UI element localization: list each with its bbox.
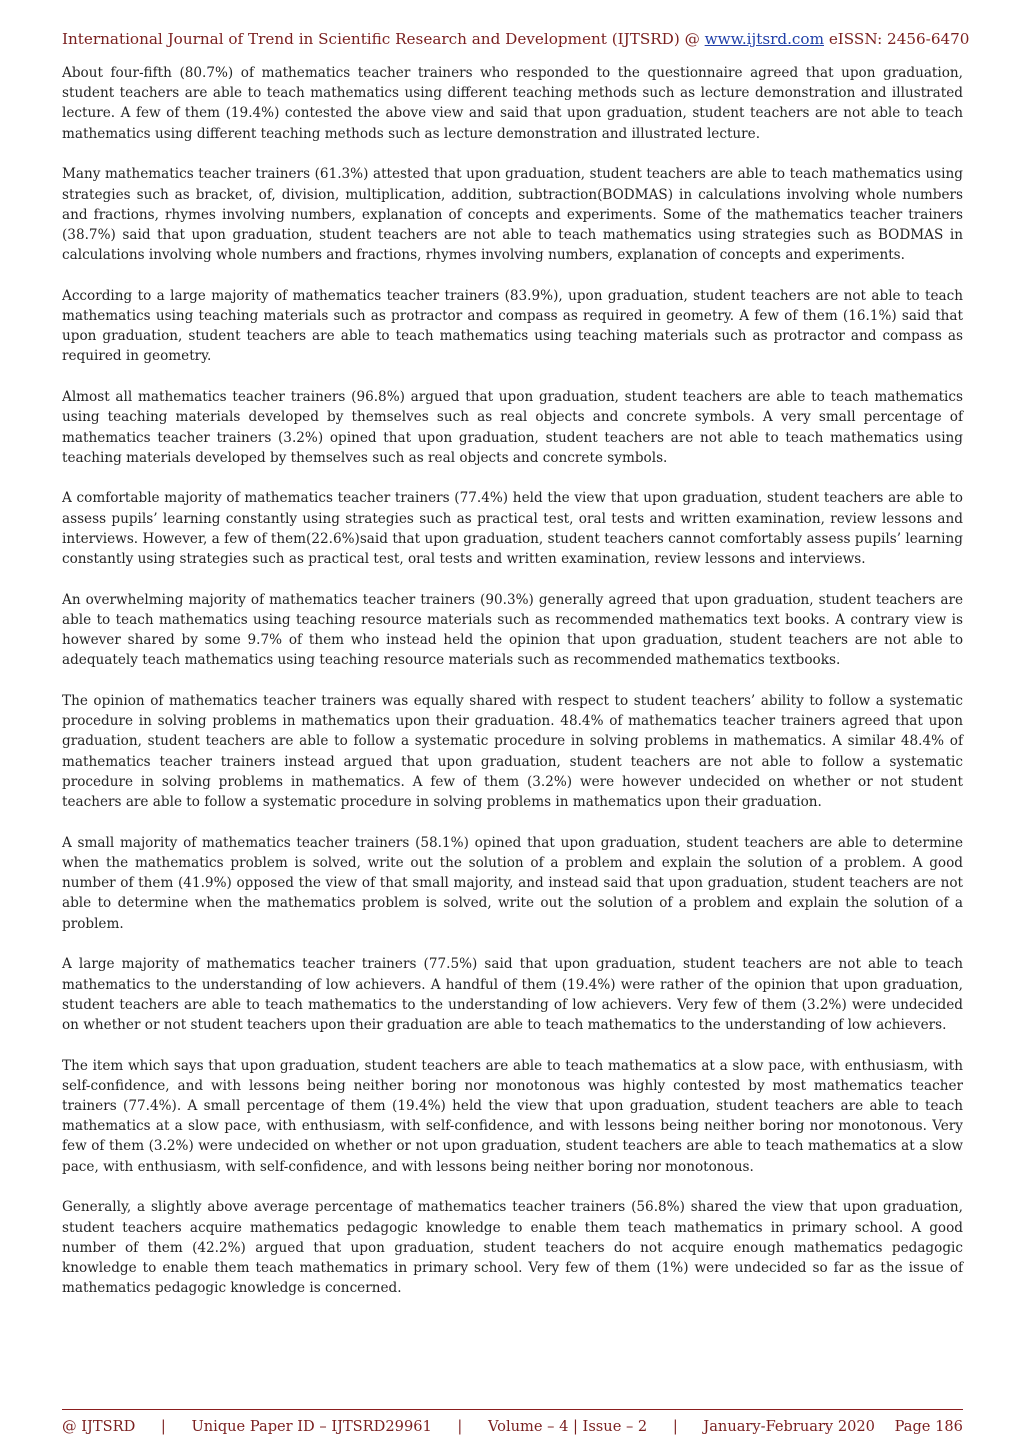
paragraph-pedagogic-knowledge: Generally, a slightly above average percentage of mathematics teacher trainers (56.8%) shared the view that upon graduation, student teachers acquire mathematics pedagogic knowledge to enable them teach mathematics in primary school. A good number of them (42.2%) argued that upon graduation, student teachers do not acquire enough mathematics pedagogic knowledge to enable them teach mathematics in primary school. Very few of them (1%) were undecided so far as the issue of mathematics pedagogic knowledge is concerned. [62, 1199, 963, 1297]
paragraph-lecture-methods: About four-fifth (80.7%) of mathematics teacher trainers who responded to the questionnaire agreed that upon graduation, student teachers are able to teach mathematics using different teaching methods such as lecture demonstration and illustrated lecture. A few of them (19.4%) contested the above view and said that upon graduation, student teachers are not able to teach mathematics using different teaching methods such as lecture demonstration and illustrated lecture. [62, 65, 963, 142]
article-body [62, 63, 963, 1319]
footer-paper-id: Unique Paper ID – IJTSRD29961 [191, 1418, 432, 1435]
footer-volume-issue: Volume – 4 | Issue – 2 [487, 1418, 648, 1435]
footer-date: January-February 2020 [703, 1418, 875, 1435]
footer-divider [62, 1409, 963, 1410]
paragraph-problem-solution: A small majority of mathematics teacher trainers (58.1%) opined that upon graduation, student teachers are able to determine when the mathematics problem is solved, write out the solution of a problem and explain the solution of a problem. A good number of them (41.9%) opposed the view of that small majority, and instead said that upon graduation, student teachers are not able to determine when the mathematics problem is solved, write out the solution of a problem and explain the solution of a problem. [62, 834, 963, 932]
paragraph-self-developed-materials: Almost all mathematics teacher trainers (96.8%) argued that upon graduation, student teachers are able to teach mathematics using teaching materials developed by themselves such as real objects and concrete symbols. A very small percentage of mathematics teacher trainers (3.2%) opined that upon graduation, student teachers are not able to teach mathematics using teaching materials developed by themselves such as real objects and concrete symbols. [62, 389, 963, 466]
journal-issn: eISSN: 2456-6470 [828, 30, 970, 48]
footer-page-number: Page 186 [894, 1418, 963, 1435]
running-header [62, 30, 970, 48]
journal-url-link[interactable]: www.ijtsrd.com [704, 30, 824, 48]
journal-title: International Journal of Trend in Scientific Research and Development (IJTSRD) @ [62, 30, 700, 48]
paragraph-assessment: A comfortable majority of mathematics teacher trainers (77.4%) held the view that upon graduation, student teachers are able to assess pupils’ learning constantly using strategies such as practical test, oral tests and written examination, review lessons and interviews. However, a few of them(22.6%)said that upon graduation, student teachers cannot comfortably assess pupils’ learning constantly using strategies such as practical test, oral tests and written examination, review lessons and interviews. [62, 490, 963, 568]
paragraph-low-achievers: A large majority of mathematics teacher trainers (77.5%) said that upon graduation, student teachers are not able to teach mathematics to the understanding of low achievers. A handful of them (19.4%) were rather of the opinion that upon graduation, student teachers are able to teach mathematics to the understanding of low achievers. Very few of them (3.2%) were undecided on whether or not student teachers upon their graduation are able to teach mathematics to the understanding of low achievers. [62, 956, 963, 1033]
footer-separator: | [160, 1418, 166, 1435]
footer-separator: | [457, 1418, 463, 1435]
paragraph-teaching-pace: The item which says that upon graduation, student teachers are able to teach mathematics at a slow pace, with enthusiasm, with self-confidence, and with lessons being neither boring nor monotonous was highly contested by most mathematics teacher trainers (77.4%). A small percentage of them (19.4%) held the view that upon graduation, student teachers are able to teach mathematics at a slow pace, with enthusiasm, with self-confidence, and with lessons being neither boring nor monotonous. Very few of them (3.2%) were undecided on whether or not upon graduation, student teachers are able to teach mathematics at a slow pace, with enthusiasm, with self-confidence, and with lessons being neither boring nor monotonous. [62, 1057, 963, 1175]
paragraph-geometry-materials: According to a large majority of mathematics teacher trainers (83.9%), upon graduation, student teachers are not able to teach mathematics using teaching materials such as protractor and compass as required in geometry. A few of them (16.1%) said that upon graduation, student teachers are able to teach mathematics using teaching materials such as protractor and compass as required in geometry. [62, 287, 963, 365]
footer-separator: | [672, 1418, 678, 1435]
paragraph-bodmas-strategies: Many mathematics teacher trainers (61.3%) attested that upon graduation, student teachers are able to teach mathematics using strategies such as bracket, of, division, multiplication, addition, subtraction(BODMAS) in calculations involving whole numbers and fractions, rhymes involving numbers, explanation of concepts and experiments. Some of the mathematics teacher trainers (38.7%) said that upon graduation, student teachers are not able to teach mathematics using strategies such as BODMAS in calculations involving whole numbers and fractions, rhymes involving numbers, explanation of concepts and experiments. [62, 166, 963, 264]
page-footer [62, 1418, 963, 1435]
paragraph-resource-materials: An overwhelming majority of mathematics teacher trainers (90.3%) generally agreed that upon graduation, student teachers are able to teach mathematics using teaching resource materials such as recommended mathematics text books. A contrary view is however shared by some 9.7% of them who instead held the opinion that upon graduation, student teachers are not able to adequately teach mathematics using teaching resource materials such as recommended mathematics textbooks. [62, 591, 963, 669]
footer-org: @ IJTSRD [62, 1418, 136, 1435]
paragraph-systematic-procedure: The opinion of mathematics teacher trainers was equally shared with respect to student teachers’ ability to follow a systematic procedure in solving problems in mathematics upon their graduation. 48.4% of mathematics teacher trainers agreed that upon graduation, student teachers are able to follow a systematic procedure in solving problems in mathematics. A similar 48.4% of mathematics teacher trainers instead argued that upon graduation, student teachers are not able to follow a systematic procedure in solving problems in mathematics. A few of them (3.2%) were however undecided on whether or not student teachers are able to follow a systematic procedure in solving problems in mathematics upon their graduation. [62, 693, 963, 811]
